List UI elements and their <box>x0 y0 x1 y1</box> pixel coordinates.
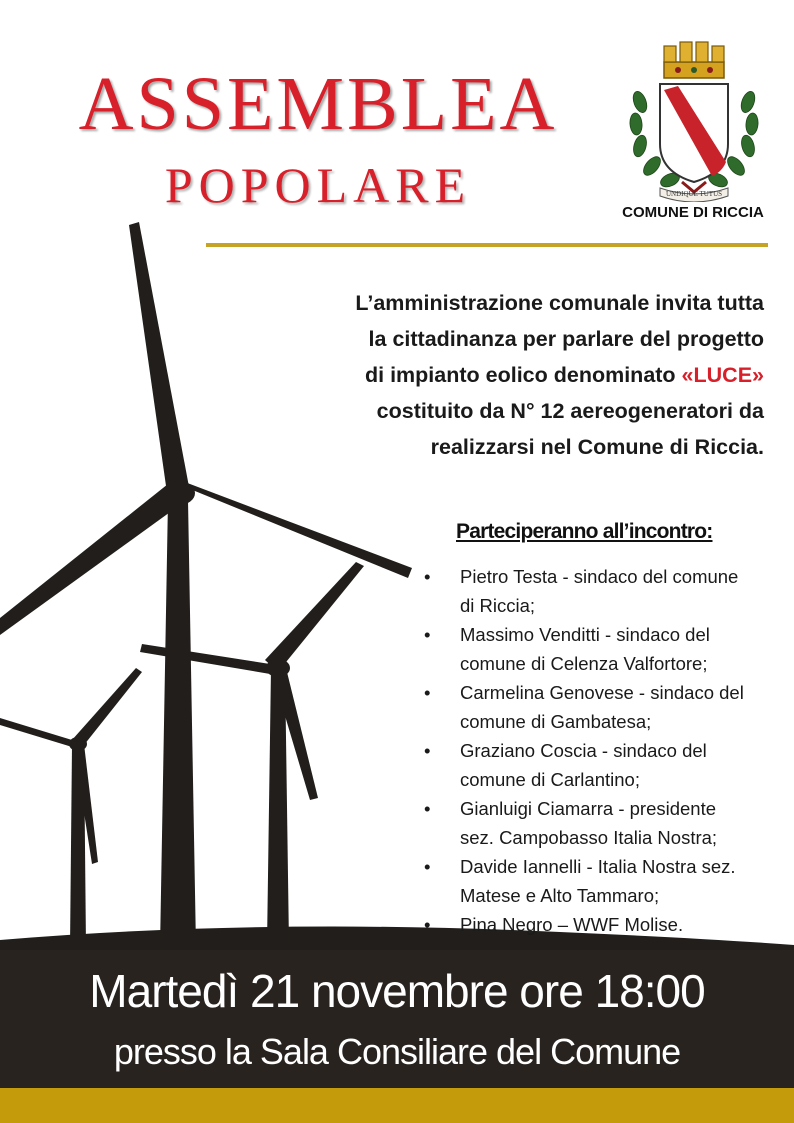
intro-line <box>180 357 764 393</box>
list-item <box>420 620 792 678</box>
event-date: Martedì 21 novembre ore 18:00 <box>89 965 705 1017</box>
gold-divider <box>206 243 768 247</box>
bullet: • <box>424 914 431 935</box>
bullet: • <box>424 798 431 819</box>
participants-list <box>420 562 792 939</box>
intro-line: la cittadinanza per parlare del progetto <box>368 327 764 351</box>
event-place: presso la Sala Consiliare del Comune <box>113 1031 681 1072</box>
bullet: • <box>424 740 431 761</box>
participant-line: Matese e Alto Tammaro; <box>460 885 660 906</box>
gold-footer-band <box>0 1088 794 1123</box>
participant-line: Graziano Coscia - sindaco del <box>460 740 707 761</box>
participant-line: Davide Iannelli - Italia Nostra sez. <box>460 856 736 877</box>
intro-line: costituito da N° 12 aereogeneratori da <box>376 399 764 423</box>
bullet: • <box>424 682 431 703</box>
participant-line: Massimo Venditti - sindaco del <box>460 624 710 645</box>
project-name-highlight: «LUCE» <box>681 363 764 387</box>
participant-line: Carmelina Genovese - sindaco del <box>460 682 744 703</box>
intro-line: L’amministrazione comunale invita tutta <box>355 291 764 315</box>
invitation-text <box>180 285 764 465</box>
title-popolare: POPOLARE <box>164 157 472 213</box>
participants-title: Parteciperanno all’incontro: <box>456 520 713 543</box>
intro-line: realizzarsi nel Comune di Riccia. <box>430 435 764 459</box>
list-item <box>420 910 792 939</box>
crown-icon <box>664 42 724 78</box>
bullet: • <box>424 624 431 645</box>
crest-motto: UNDIQUE TUTUS <box>665 190 723 198</box>
list-item <box>420 736 792 794</box>
bullet: • <box>424 856 431 877</box>
title-assemblea: ASSEMBLEA <box>78 62 558 146</box>
participant-line: comune di Celenza Valfortore; <box>460 653 708 674</box>
participant-line: Pina Negro – WWF Molise. <box>460 914 684 935</box>
participant-line: Pietro Testa - sindaco del comune <box>460 566 739 587</box>
list-item <box>420 852 792 910</box>
municipal-crest-logo <box>626 32 762 202</box>
participant-line: di Riccia; <box>460 595 536 616</box>
participant-line: Gianluigi Ciamarra - presidente <box>460 798 717 819</box>
shield-icon <box>660 84 728 182</box>
participant-line: comune di Gambatesa; <box>460 711 652 732</box>
bullet: • <box>424 566 431 587</box>
list-item <box>420 678 792 736</box>
intro-line-text: di impianto eolico denominato <box>365 363 682 387</box>
list-item <box>420 562 792 620</box>
participant-line: sez. Campobasso Italia Nostra; <box>460 827 718 848</box>
participant-line: comune di Carlantino; <box>460 769 640 790</box>
list-item <box>420 794 792 852</box>
comune-label: COMUNE DI RICCIA <box>622 204 764 221</box>
